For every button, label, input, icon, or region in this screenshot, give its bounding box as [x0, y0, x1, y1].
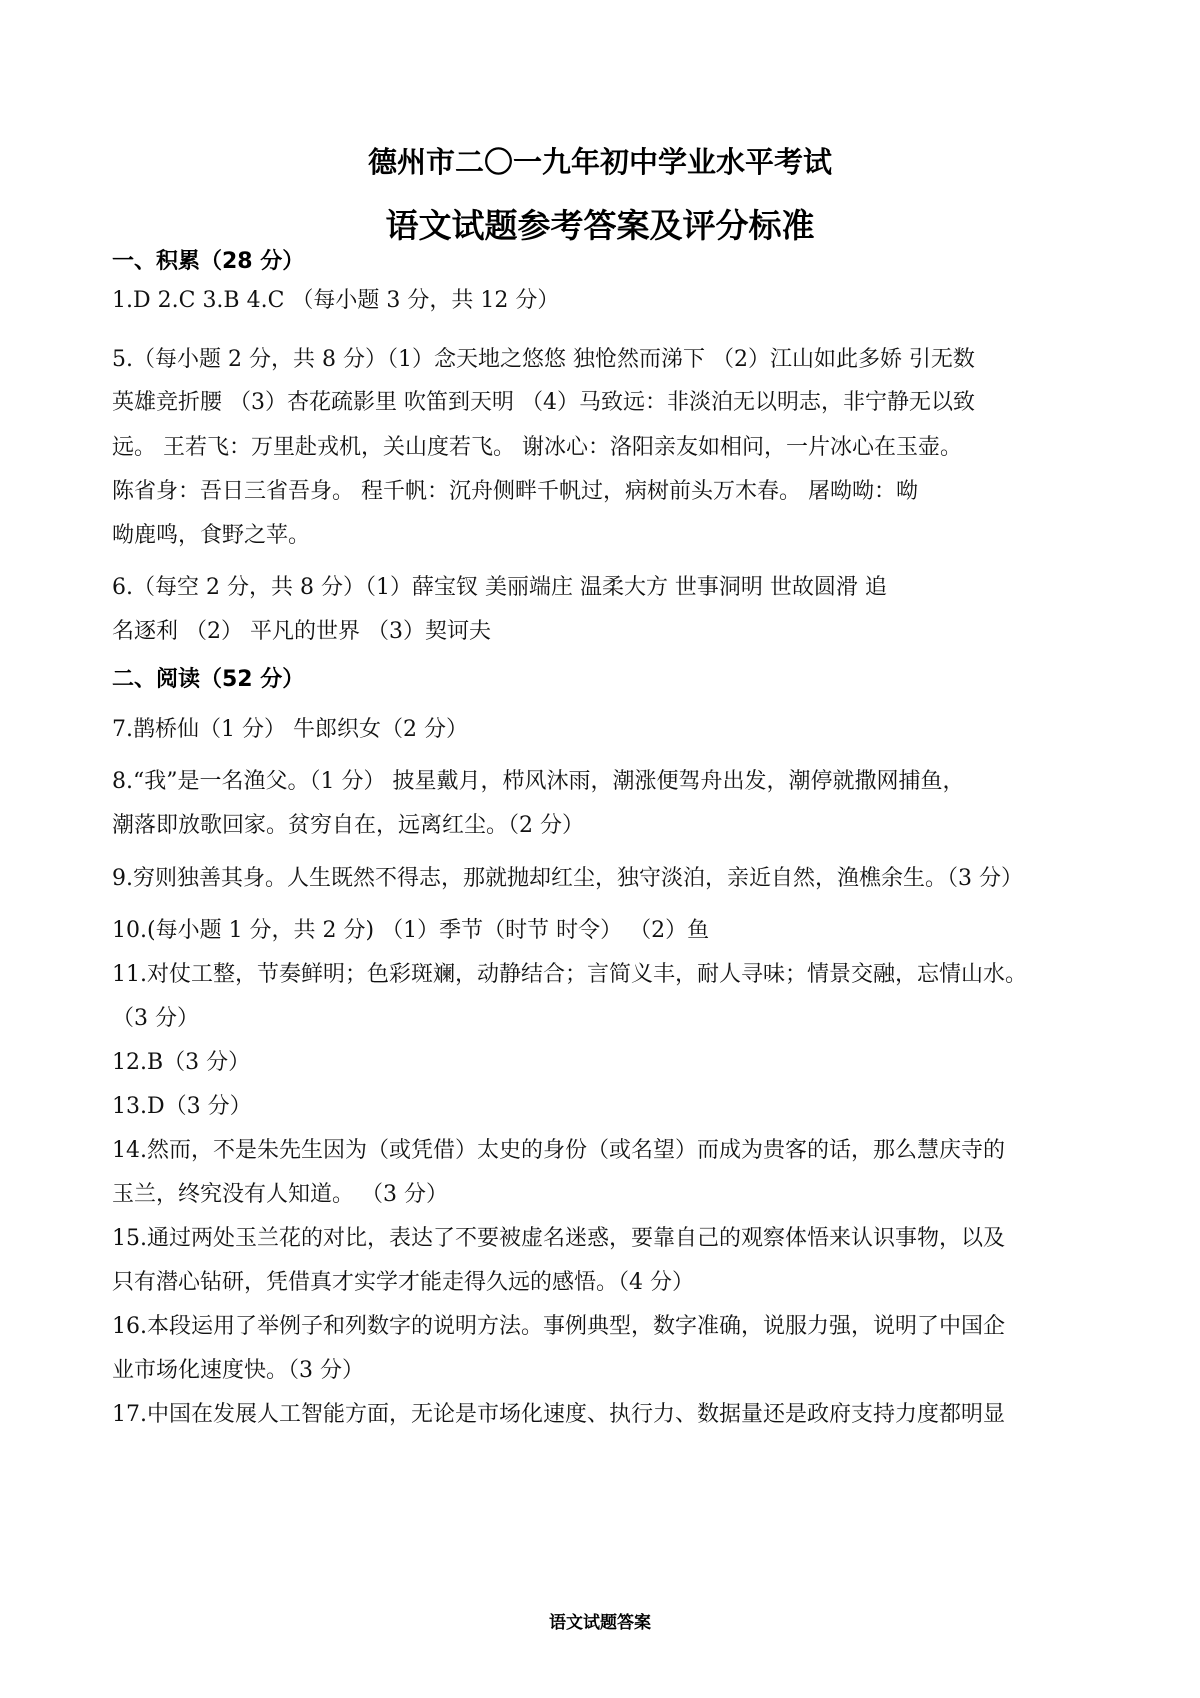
answer-line-q10: 10.(每小题 1 分，共 2 分) （1）季节（时节 时令） （2）鱼 — [112, 918, 710, 943]
answer-line-q13: 13.D（3 分） — [112, 1094, 252, 1119]
answer-line-q14-1: 14.然而，不是朱先生因为（或凭借）太史的身份（或名望）而成为贵客的话，那么慧庆寺的 — [112, 1138, 1005, 1163]
answer-line-q11-1: 11.对仗工整，节奏鲜明；色彩斑斓，动静结合；言简义丰，耐人寻味；情景交融，忘情山水。 — [112, 962, 1027, 987]
answer-line-q5-4: 陈省身：吾日三省吾身。 程千帆：沉舟侧畔千帆过，病树前头万木春。 屠呦呦：呦 — [112, 479, 918, 504]
answer-line-q7: 7.鹊桥仙（1 分） 牛郎织女（2 分） — [112, 717, 468, 742]
answer-line-q11-2: （3 分） — [112, 1006, 199, 1031]
answer-line-q16-1: 16.本段运用了举例子和列数字的说明方法。事例典型，数字准确，说服力强，说明了中国企 — [112, 1314, 1005, 1339]
answer-line-q5-2: 英雄竞折腰 （3）杏花疏影里 吹笛到天明 （4）马致远：非淡泊无以明志，非宁静无以致 — [112, 390, 975, 415]
answer-line-q17-1: 17.中国在发展人工智能方面，无论是市场化速度、执行力、数据量还是政府支持力度都明显 — [112, 1402, 1005, 1427]
section-heading-reading: 二、阅读（52 分） — [112, 667, 305, 692]
answer-line-q5-1: 5.（每小题 2 分，共 8 分）（1）念天地之悠悠 独怆然而涕下 （2）江山如此多娇 引无数 — [112, 347, 975, 372]
answer-line-q6-1: 6.（每空 2 分，共 8 分）（1）薛宝钗 美丽端庄 温柔大方 世事洞明 世故圆滑 追 — [112, 575, 887, 600]
answer-line-q1-4: 1.D 2.C 3.B 4.C （每小题 3 分，共 12 分） — [112, 288, 560, 313]
answer-line-q8-2: 潮落即放歌回家。贫穷自在，远离红尘。（2 分） — [112, 813, 584, 838]
exam-title: 德州市二〇一九年初中学业水平考试 — [367, 145, 832, 179]
document-title: 语文试题参考答案及评分标准 — [385, 206, 815, 245]
answer-line-q6-2: 名逐利 （2） 平凡的世界 （3）契诃夫 — [112, 619, 491, 644]
answer-line-q5-5: 呦鹿鸣，食野之苹。 — [112, 523, 311, 548]
answer-line-q8-1: 8.“我”是一名渔父。（1 分） 披星戴月，栉风沐雨，潮涨便驾舟出发，潮停就撒网捕鱼， — [112, 769, 965, 794]
answer-line-q15-2: 只有潜心钻研，凭借真才实学才能走得久远的感悟。（4 分） — [112, 1270, 694, 1295]
answer-line-q5-3: 远。 王若飞：万里赴戎机，关山度若飞。 谢冰心：洛阳亲友如相问，一片冰心在玉壶。 — [112, 435, 962, 460]
answer-line-q15-1: 15.通过两处玉兰花的对比，表达了不要被虚名迷惑，要靠自己的观察体悟来认识事物，以及 — [112, 1226, 1005, 1251]
section-heading-accumulation: 一、积累（28 分） — [112, 249, 305, 274]
answer-line-q14-2: 玉兰，终究没有人知道。 （3 分） — [112, 1182, 448, 1207]
answer-line-q12: 12.B（3 分） — [112, 1050, 251, 1075]
answer-line-q9: 9.穷则独善其身。人生既然不得志，那就抛却红尘，独守淡泊，亲近自然，渔樵余生。（3 分） — [112, 866, 1023, 891]
answer-line-q16-2: 业市场化速度快。（3 分） — [112, 1358, 364, 1383]
page-footer: 语文试题答案 — [549, 1613, 651, 1633]
